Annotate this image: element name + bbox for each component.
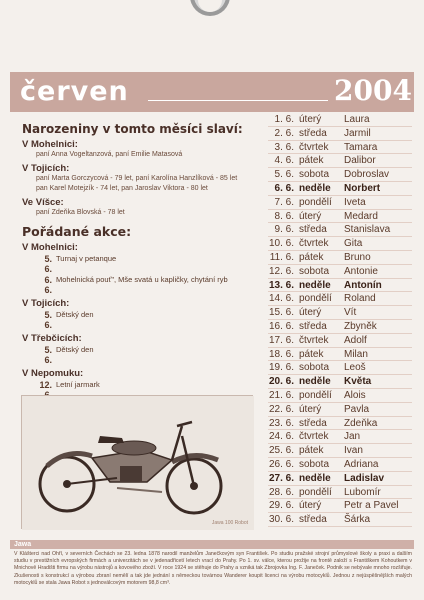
events-place: V Tojicích: bbox=[22, 298, 70, 309]
calendar-date: 2. 6. bbox=[274, 127, 294, 139]
event-date: 12. bbox=[39, 380, 52, 390]
calendar-date: 8. 6. bbox=[274, 210, 294, 222]
calendar-nameday: Alois bbox=[344, 389, 366, 401]
birthdays-place: V Tojicích: bbox=[22, 163, 70, 174]
calendar-nameday: Ladislav bbox=[344, 472, 385, 484]
calendar-row bbox=[268, 306, 412, 320]
calendar-nameday: Petr a Pavel bbox=[344, 500, 399, 512]
calendar-date: 28. 6. bbox=[268, 486, 294, 498]
calendar-weekday: sobota bbox=[299, 169, 330, 181]
calendar-nameday: Milan bbox=[344, 348, 368, 360]
calendar-date: 17. 6. bbox=[268, 334, 294, 346]
event-text: Dětský den bbox=[56, 345, 94, 354]
calendar-date: 10. 6. bbox=[268, 238, 294, 250]
calendar-row bbox=[268, 361, 412, 375]
calendar-date: 14. 6. bbox=[268, 293, 294, 305]
calendar-nameday: Ivan bbox=[344, 445, 363, 457]
calendar-date: 12. 6. bbox=[268, 265, 294, 277]
calendar-nameday: Roland bbox=[344, 293, 376, 305]
calendar-weekday: středa bbox=[299, 514, 327, 526]
calendar-nameday: Květa bbox=[344, 376, 372, 388]
calendar-nameday: Jan bbox=[344, 431, 361, 443]
calendar-weekday: pátek bbox=[299, 251, 324, 263]
calendar-row bbox=[268, 113, 412, 127]
event-item bbox=[36, 275, 262, 295]
calendar-row bbox=[268, 251, 412, 265]
calendar-nameday: Leoš bbox=[344, 362, 366, 374]
events-place: V Třebčicích: bbox=[22, 333, 82, 344]
info-column bbox=[22, 122, 262, 400]
calendar-row bbox=[268, 403, 412, 417]
year-title: 2004 bbox=[334, 74, 412, 107]
calendar-nameday: Medard bbox=[344, 210, 378, 222]
calendar-weekday: středa bbox=[299, 417, 327, 429]
event-date: 6. 6. bbox=[44, 275, 52, 295]
calendar-row bbox=[268, 486, 412, 500]
calendar-weekday: pondělí bbox=[299, 486, 332, 498]
calendar-date: 24. 6. bbox=[268, 431, 294, 443]
calendar-row bbox=[268, 292, 412, 306]
events-title: Pořádané akce: bbox=[22, 224, 132, 239]
calendar-weekday: sobota bbox=[299, 265, 330, 277]
birthdays-place: Ve Víšce: bbox=[22, 197, 64, 208]
calendar-weekday: úterý bbox=[299, 500, 322, 512]
calendar-weekday: úterý bbox=[299, 403, 322, 415]
calendar-weekday: úterý bbox=[299, 114, 322, 125]
event-text: Letní jarmark bbox=[56, 380, 100, 389]
calendar-nameday: Dobroslav bbox=[344, 169, 390, 181]
birthdays-people: paní Anna Vogeltanzová, paní Emilie Matasová bbox=[36, 151, 183, 158]
calendar-row bbox=[268, 513, 412, 527]
calendar-row bbox=[268, 444, 412, 458]
calendar-date: 5. 6. bbox=[274, 169, 294, 181]
month-title: červen bbox=[20, 76, 129, 107]
calendar-row bbox=[268, 168, 412, 182]
calendar-row bbox=[268, 265, 412, 279]
calendar-date: 16. 6. bbox=[268, 320, 294, 332]
calendar-row bbox=[268, 210, 412, 224]
calendar-weekday: neděle bbox=[299, 279, 331, 291]
calendar-date: 19. 6. bbox=[268, 362, 294, 374]
calendar-weekday: neděle bbox=[299, 376, 331, 388]
calendar-weekday: pondělí bbox=[299, 389, 332, 401]
calendar-weekday: středa bbox=[299, 127, 327, 139]
calendar-date: 25. 6. bbox=[268, 445, 294, 457]
calendar-nameday: Tamara bbox=[344, 141, 378, 153]
calendar-date: 9. 6. bbox=[274, 224, 294, 236]
motorcycle-photo bbox=[21, 395, 253, 529]
calendar-row bbox=[268, 237, 412, 251]
calendar-row bbox=[268, 196, 412, 210]
calendar-date: 22. 6. bbox=[268, 403, 294, 415]
footer-text: V Klášterci nad Ohří, v severních Čechách se 23. ledna 1878 narodil manželům Janečkovým syn František. Po studiu pražské strojní průmyslové školy a praxi a dalším studiu v prestižních evropských firmách a univerzitách se v jedenadřicetí letech vrací do Prahy. Po 1. sv. válce, kterou prožije na frontě založí s Františkem Kohoutkem v Mnichově Hradišti firmu na výrobu nástrojů a kovového zboží. V roce 1924 se stěhuje do Prahy a vzniká tak Zbrojovka Ing. F. Janeček. Podnik se nebývale mnoho rozšiřuje. Zkušenosti s konstrukcí a výrobou zbraní nemělí a tak jde jednání s německou továrnou Wanderer koupit licenci na výrobu motocyklů. Jednou z nejúspěšnějších malých motocyklů se stala Jawa Robot s jednoválcovým motorem 98,8 cm³. bbox=[14, 551, 412, 586]
header-divider bbox=[148, 100, 328, 101]
calendar-nameday: Antonie bbox=[344, 265, 378, 277]
calendar-date: 21. 6. bbox=[268, 389, 294, 401]
calendar-row bbox=[268, 499, 412, 513]
calendar-nameday: Vít bbox=[344, 307, 357, 319]
events-place: V Mohelnici: bbox=[22, 242, 78, 253]
birthdays-people: paní Zdeňka Blovská - 78 let bbox=[36, 209, 125, 216]
calendar-nameday: Dalibor bbox=[344, 155, 376, 167]
calendar-row bbox=[268, 127, 412, 141]
motorcycle-illustration bbox=[22, 396, 254, 530]
calendar-nameday: Zbyněk bbox=[344, 320, 377, 332]
calendar-row bbox=[268, 279, 412, 293]
calendar-row bbox=[268, 320, 412, 334]
calendar-nameday: Pavla bbox=[344, 403, 370, 415]
calendar-date: 4. 6. bbox=[274, 155, 294, 167]
calendar-nameday: Stanislava bbox=[344, 224, 391, 236]
calendar-date: 11. 6. bbox=[269, 251, 294, 263]
events-place: V Nepomuku: bbox=[22, 368, 84, 379]
calendar-nameday: Adolf bbox=[344, 334, 367, 346]
calendar-weekday: sobota bbox=[299, 458, 330, 470]
event-date: 5. 6. bbox=[44, 310, 52, 330]
calendar-weekday: úterý bbox=[299, 210, 322, 222]
calendar-nameday: Norbert bbox=[344, 182, 381, 194]
calendar-weekday: neděle bbox=[299, 472, 331, 484]
calendar-date: 3. 6. bbox=[274, 141, 294, 153]
calendar-row bbox=[268, 389, 412, 403]
calendar-date: 26. 6. bbox=[268, 458, 294, 470]
calendar-row bbox=[268, 375, 412, 389]
calendar-weekday: pondělí bbox=[299, 196, 332, 208]
calendar-row bbox=[268, 472, 412, 486]
calendar-row bbox=[268, 334, 412, 348]
event-item bbox=[36, 254, 262, 274]
calendar-weekday: sobota bbox=[299, 362, 330, 374]
calendar-date: 15. 6. bbox=[268, 307, 294, 319]
calendar-weekday: neděle bbox=[299, 182, 331, 194]
calendar-date: 27. 6. bbox=[268, 472, 294, 484]
event-date: 5. 6. bbox=[44, 345, 52, 365]
calendar-weekday: středa bbox=[299, 224, 327, 236]
calendar-nameday: Iveta bbox=[344, 196, 366, 208]
calendar-weekday: pátek bbox=[299, 348, 324, 360]
calendar-date: 18. 6. bbox=[268, 348, 294, 360]
calendar-date: 30. 6. bbox=[268, 514, 294, 526]
birthdays-people: paní Marta Gorczycová - 79 let, paní Karolína Hanzlíková - 85 let bbox=[36, 175, 238, 182]
calendar-row bbox=[268, 417, 412, 431]
calendar-weekday: čtvrtek bbox=[299, 334, 329, 346]
calendar-weekday: úterý bbox=[299, 307, 322, 319]
calendar-row bbox=[268, 458, 412, 472]
calendar-row bbox=[268, 430, 412, 444]
calendar-weekday: pondělí bbox=[299, 293, 332, 305]
event-item bbox=[36, 310, 262, 330]
calendar-weekday: pátek bbox=[299, 155, 324, 167]
calendar-nameday: Antonín bbox=[344, 279, 382, 291]
event-text: Mohelnická pouť", Mše svatá u kapličky, chytání ryb bbox=[56, 275, 228, 284]
calendar-nameday: Šárka bbox=[344, 514, 371, 526]
birthdays-title: Narozeniny v tomto měsíci slaví: bbox=[22, 122, 243, 136]
footer-bar bbox=[10, 540, 414, 549]
calendar-nameday: Jarmil bbox=[344, 127, 371, 139]
calendar-date: 29. 6. bbox=[268, 500, 294, 512]
calendar-date: 6. 6. bbox=[274, 182, 294, 194]
calendar-nameday: Bruno bbox=[344, 251, 371, 263]
calendar-weekday: čtvrtek bbox=[299, 238, 329, 250]
calendar-row bbox=[268, 348, 412, 362]
calendar-nameday: Lubomír bbox=[344, 486, 381, 498]
calendar-date: 23. 6. bbox=[268, 417, 294, 429]
calendar-nameday: Adriana bbox=[344, 458, 379, 470]
event-text: Turnaj v petanque bbox=[56, 254, 117, 263]
footer-title: Jawa bbox=[14, 541, 32, 548]
calendar-row bbox=[268, 223, 412, 237]
event-text: Dětský den bbox=[56, 310, 94, 319]
calendar-list bbox=[268, 113, 412, 527]
calendar-weekday: středa bbox=[299, 320, 327, 332]
event-item bbox=[36, 345, 262, 365]
calendar-weekday: pátek bbox=[299, 445, 324, 457]
calendar-row bbox=[268, 141, 412, 155]
calendar-date: 1. 6. bbox=[274, 114, 294, 125]
calendar-nameday: Gita bbox=[344, 238, 363, 250]
calendar-date: 7. 6. bbox=[274, 196, 294, 208]
calendar-nameday: Zdeňka bbox=[344, 417, 378, 429]
event-date: 5. 6. bbox=[44, 254, 52, 274]
calendar-weekday: čtvrtek bbox=[299, 431, 329, 443]
calendar-weekday: čtvrtek bbox=[299, 141, 329, 153]
birthdays-people: pan Karel Motejzík - 74 let, pan Jaroslav Viktora - 80 let bbox=[36, 185, 208, 192]
calendar-date: 13. 6. bbox=[268, 279, 294, 291]
photo-caption: Jawa 100 Robot bbox=[211, 520, 248, 526]
calendar-date: 20. 6. bbox=[268, 376, 294, 388]
calendar-row bbox=[268, 154, 412, 168]
calendar-nameday: Laura bbox=[344, 114, 370, 125]
calendar-row bbox=[268, 182, 412, 196]
birthdays-place: V Mohelnici: bbox=[22, 139, 78, 150]
